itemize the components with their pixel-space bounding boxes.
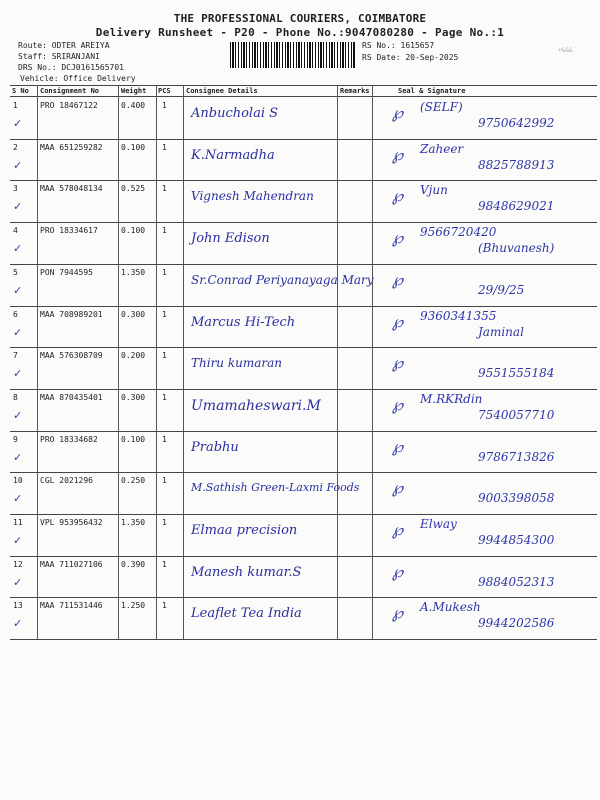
rs-date: RS Date: 20-Sep-2025 [362,53,459,62]
pcs-value: 1 [162,142,167,152]
weight-value: 0.100 [121,142,146,152]
table-top-border [10,85,597,86]
consignee-name: Thiru kumaran [191,356,283,371]
runsheet-title: Delivery Runsheet - P20 - Phone No.:9047080280 - Page No.:1 [95,26,505,39]
row-divider [10,222,597,223]
signature-phone: 9944854300 [478,533,555,547]
signature-scribble: ℘ [392,353,404,373]
checkmark-icon: ✓ [13,283,23,297]
signature-phone: 9944202586 [478,616,555,631]
weight-value: 1.350 [121,267,146,277]
consignment-number: VPL 953956432 [40,518,103,527]
pcs-value: 1 [162,392,167,402]
checkmark-icon: ✓ [13,575,23,589]
consignee-name: Prabhu [191,439,239,455]
consignee-name: K.Narmadha [191,147,275,163]
serial-number: 10 [13,476,23,486]
row-divider [10,639,597,640]
pcs-value: 1 [162,267,167,277]
checkmark-icon: ✓ [13,117,23,130]
signature-phone: 29/9/25 [478,282,525,297]
col-header-signature: Seal & Signature [398,87,466,95]
signature-scribble: ℘ [392,269,404,289]
consignment-number: MAA 711027106 [40,559,103,569]
weight-value: 0.300 [121,309,146,319]
weight-value: 0.100 [121,226,146,236]
row-divider [10,139,597,140]
signature-scribble: ℘ [392,144,404,164]
signature-note: Vjun [420,183,448,198]
signature-scribble: ℘ [392,311,404,331]
col-header-sno: S No [12,87,29,95]
serial-number: 12 [13,559,23,569]
row-divider [10,556,597,557]
signature-note: Zaheer [420,141,464,156]
consignment-number: MAA 578048134 [40,184,103,194]
side-mark: +&&& [558,47,573,54]
route-label: Route: ODTER AREIYA [18,41,110,50]
signature-scribble: ℘ [392,478,404,498]
signature-phone: 9786713826 [478,449,555,464]
signature-scribble: ℘ [392,561,404,581]
col-header-consignee: Consignee Details [186,87,258,95]
barcode [230,42,355,68]
consignment-number: PRO 18467122 [40,101,98,110]
signature-note: 9566720420 [420,225,497,240]
col-divider [183,85,184,640]
consignee-name: Anbucholai S [191,106,279,121]
consignment-number: MAA 651259282 [40,142,103,152]
weight-value: 0.200 [121,351,146,361]
weight-value: 1.350 [121,518,146,527]
col-divider [118,85,119,640]
vehicle-label: Vehicle: Office Delivery [20,74,136,83]
consignment-number: MAA 870435401 [40,392,103,402]
pcs-value: 1 [162,559,167,569]
col-header-weight: Weight [121,87,147,95]
row-divider [10,472,597,473]
consignment-number: PRO 18334617 [40,226,98,236]
col-header-pcs: PCS [158,87,171,95]
checkmark-icon: ✓ [13,617,23,631]
col-divider [156,85,157,640]
col-divider [37,85,38,640]
row-divider [10,347,597,348]
serial-number: 2 [13,142,18,152]
rs-number: RS No.: 1615657 [362,41,435,50]
pcs-value: 1 [162,601,167,611]
row-divider [10,306,597,307]
signature-scribble: ℘ [392,603,404,623]
signature-note: Elway [420,517,457,531]
signature-phone: Jaminal [478,324,524,339]
signature-phone: 9884052313 [478,574,555,589]
serial-number: 6 [13,309,18,319]
consignee-name: Elmaa precision [191,523,298,538]
consignee-name: Marcus Hi-Tech [191,314,296,330]
signature-phone: 9551555184 [478,366,555,381]
consignment-number: MAA 576308709 [40,351,103,361]
signature-scribble: ℘ [392,228,404,248]
pcs-value: 1 [162,351,167,361]
serial-number: 9 [13,434,18,444]
serial-number: 1 [13,101,18,110]
row-divider [10,180,597,181]
staff-label: Staff: SRIRANJANI [18,52,100,61]
signature-scribble: ℘ [392,520,404,539]
signature-scribble: ℘ [392,394,404,414]
signature-note: A.Mukesh [420,600,481,615]
row-divider [10,514,597,515]
pcs-value: 1 [162,226,167,236]
col-divider [372,85,373,640]
pcs-value: 1 [162,309,167,319]
checkmark-icon: ✓ [13,492,23,506]
serial-number: 11 [13,518,23,527]
consignee-name: Leaflet Tea India [191,606,302,622]
signature-phone: 8825788913 [478,157,555,172]
consignment-number: PON 7944595 [40,267,93,277]
row-divider [10,389,597,390]
consignment-number: MAA 711531446 [40,601,103,611]
weight-value: 0.390 [121,559,146,569]
serial-number: 13 [13,601,23,611]
checkmark-icon: ✓ [13,242,23,256]
signature-scribble: ℘ [392,186,404,206]
checkmark-icon: ✓ [13,325,23,339]
drs-number: DRS No.: DCJ0161565701 [18,63,124,72]
row-divider [10,431,597,432]
signature-scribble: ℘ [392,436,404,456]
signature-note: (SELF) [420,100,463,114]
checkmark-icon: ✓ [13,408,23,422]
weight-value: 0.250 [121,476,146,486]
serial-number: 7 [13,351,18,361]
consignee-name: Vignesh Mahendran [191,189,314,204]
company-title: THE PROFESSIONAL COURIERS, COIMBATORE [173,12,427,25]
serial-number: 4 [13,226,18,236]
pcs-value: 1 [162,434,167,444]
signature-phone: 7540057710 [478,407,555,422]
weight-value: 0.100 [121,434,146,444]
signature-phone: (Bhuvanesh) [478,241,555,256]
consignee-name: John Edison [191,231,270,247]
weight-value: 0.525 [121,184,146,194]
pcs-value: 1 [162,476,167,486]
signature-phone: 9750642992 [478,116,555,130]
weight-value: 0.400 [121,101,146,110]
consignee-name: Sr.Conrad Periyanayaga Mary [191,272,374,287]
pcs-value: 1 [162,184,167,194]
weight-value: 0.300 [121,392,146,402]
weight-value: 1.250 [121,601,146,611]
consignment-number: MAA 708989201 [40,309,103,319]
signature-phone: 9003398058 [478,491,555,506]
col-divider [337,85,338,640]
checkmark-icon: ✓ [13,534,23,547]
checkmark-icon: ✓ [13,158,23,172]
signature-phone: 9848629021 [478,199,555,214]
consignee-name: M.Sathish Green-Laxmi Foods [191,481,360,495]
signature-note: M.RKRdin [420,391,483,406]
signature-note: 9360341355 [420,308,497,323]
checkmark-icon: ✓ [13,450,23,464]
checkmark-icon: ✓ [13,367,23,381]
serial-number: 8 [13,392,18,402]
consignee-name: Umamaheswari.M [191,397,321,414]
consignment-number: CGL 2021296 [40,476,93,486]
pcs-value: 1 [162,518,167,527]
table-header-border [10,96,597,97]
signature-scribble: ℘ [392,103,404,122]
consignee-name: Manesh kumar.S [191,564,302,580]
pcs-value: 1 [162,101,167,110]
row-divider [10,264,597,265]
consignment-number: PRO 18334682 [40,434,98,444]
serial-number: 3 [13,184,18,194]
col-header-remarks: Remarks [340,87,370,95]
checkmark-icon: ✓ [13,200,23,214]
col-header-consignment: Consignment No [40,87,100,95]
row-divider [10,597,597,598]
serial-number: 5 [13,267,18,277]
